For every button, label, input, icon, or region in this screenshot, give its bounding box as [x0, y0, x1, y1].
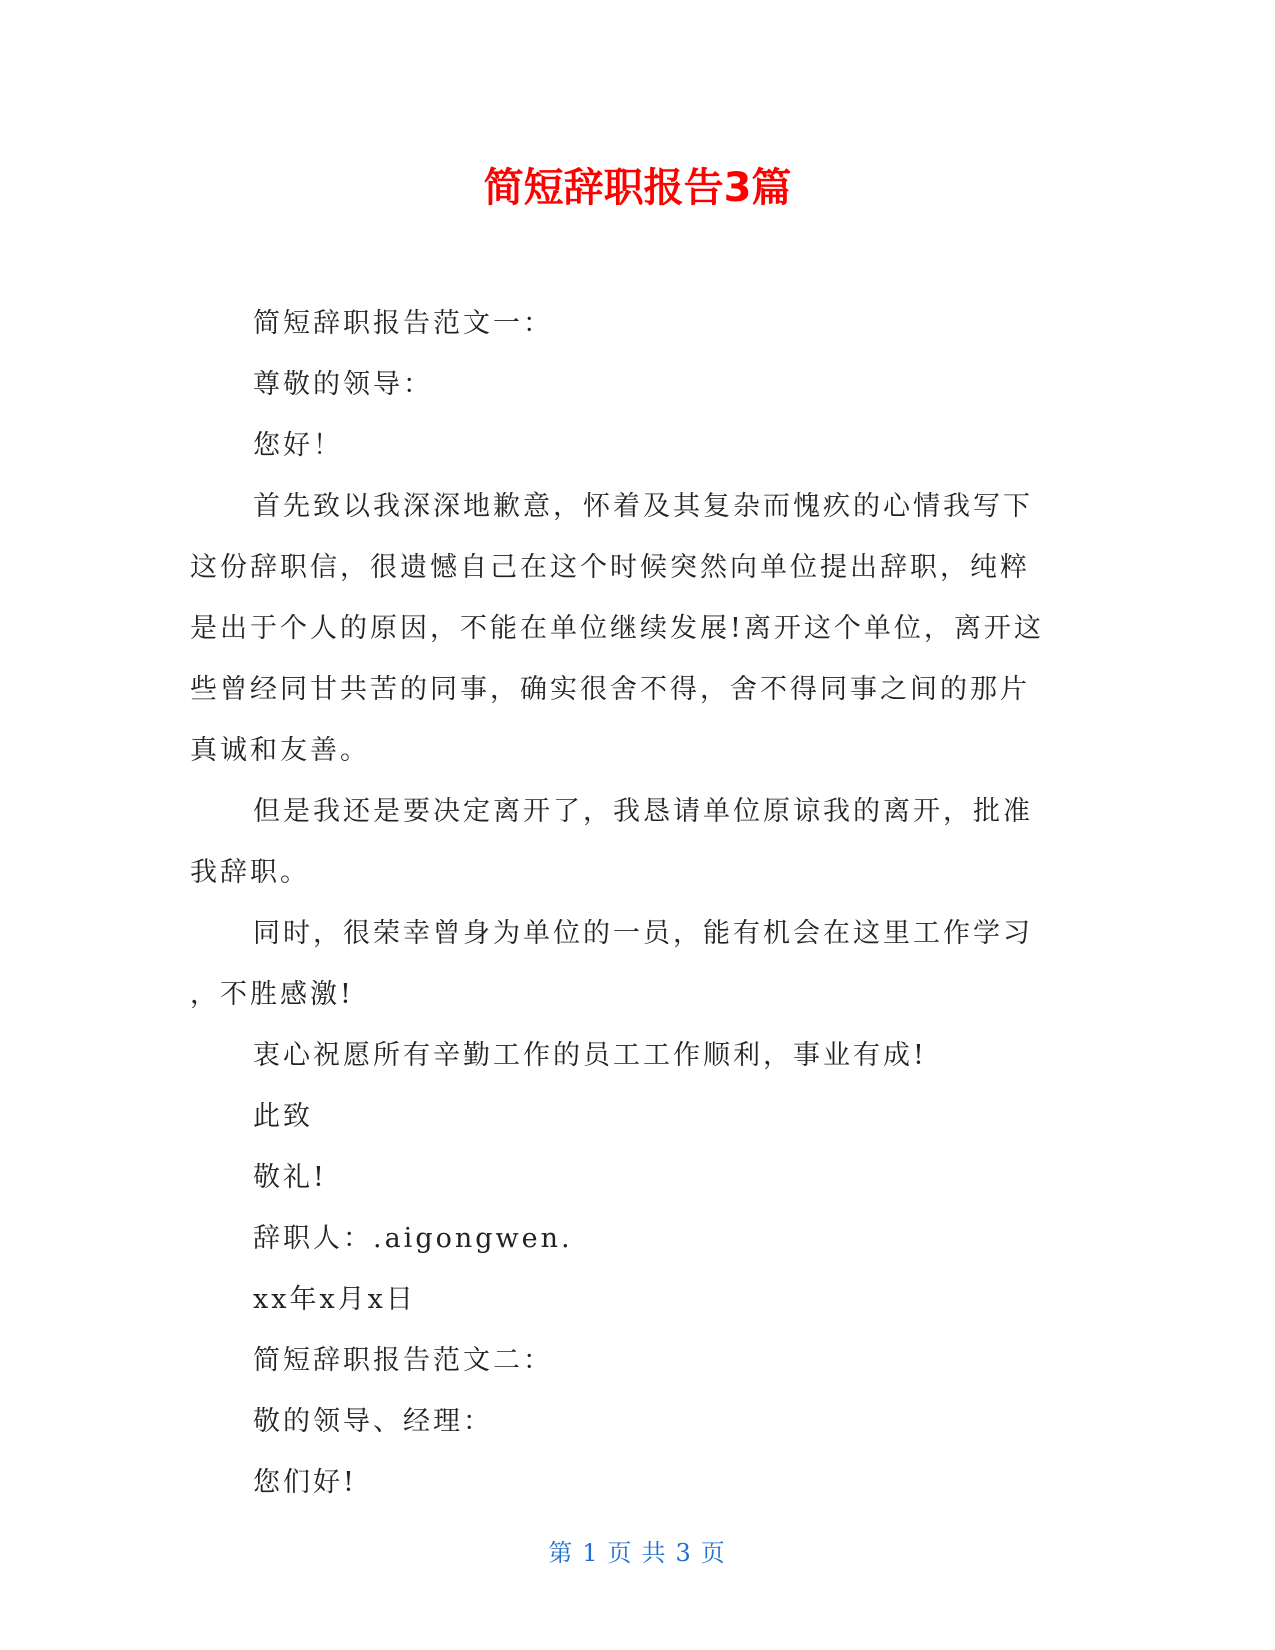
salutation: 尊敬的领导： [253, 369, 433, 400]
paragraph-line: 是出于个人的原因，不能在单位继续发展!离开这个单位，离开这 [190, 613, 1044, 644]
footer-current-page: 1 [582, 1539, 600, 1567]
footer-total-label: 共 [641, 1539, 668, 1567]
paragraph-line: 同时，很荣幸曾身为单位的一员，能有机会在这里工作学习 [253, 918, 1033, 949]
footer-page-unit: 页 [607, 1539, 634, 1567]
closing-line: 此致 [253, 1101, 313, 1132]
footer-total-pages: 3 [675, 1539, 693, 1567]
paragraph-line: 些曾经同甘共苦的同事，确实很舍不得，舍不得同事之间的那片 [190, 674, 1030, 705]
salutation: 敬的领导、经理： [253, 1406, 493, 1437]
document-body [190, 293, 1080, 1513]
page-footer [0, 1538, 1275, 1568]
footer-page-label: 第 [548, 1539, 575, 1567]
greeting: 您好！ [253, 430, 343, 461]
signature-line: 辞职人：.aigongwen. [253, 1223, 573, 1254]
paragraph-line: 但是我还是要决定离开了，我恳请单位原谅我的离开，批准 [253, 796, 1033, 827]
section-heading-2: 简短辞职报告范文二： [253, 1345, 553, 1376]
paragraph-line: 首先致以我深深地歉意，怀着及其复杂而愧疚的心情我写下 [253, 491, 1033, 522]
paragraph-line: 我辞职。 [190, 857, 310, 888]
section-heading-1: 简短辞职报告范文一： [253, 308, 553, 339]
closing-line: 敬礼! [253, 1162, 327, 1193]
document-title: 简短辞职报告3篇 [483, 165, 792, 211]
paragraph-line: ，不胜感激! [190, 979, 354, 1010]
paragraph-line: 这份辞职信，很遗憾自己在这个时候突然向单位提出辞职，纯粹 [190, 552, 1030, 583]
date-line: xx年x月x日 [253, 1284, 416, 1315]
greeting: 您们好! [253, 1467, 357, 1498]
footer-total-unit: 页 [700, 1539, 727, 1567]
paragraph-line: 真诚和友善。 [190, 735, 370, 766]
paragraph-line: 衷心祝愿所有辛勤工作的员工工作顺利，事业有成! [253, 1040, 927, 1071]
